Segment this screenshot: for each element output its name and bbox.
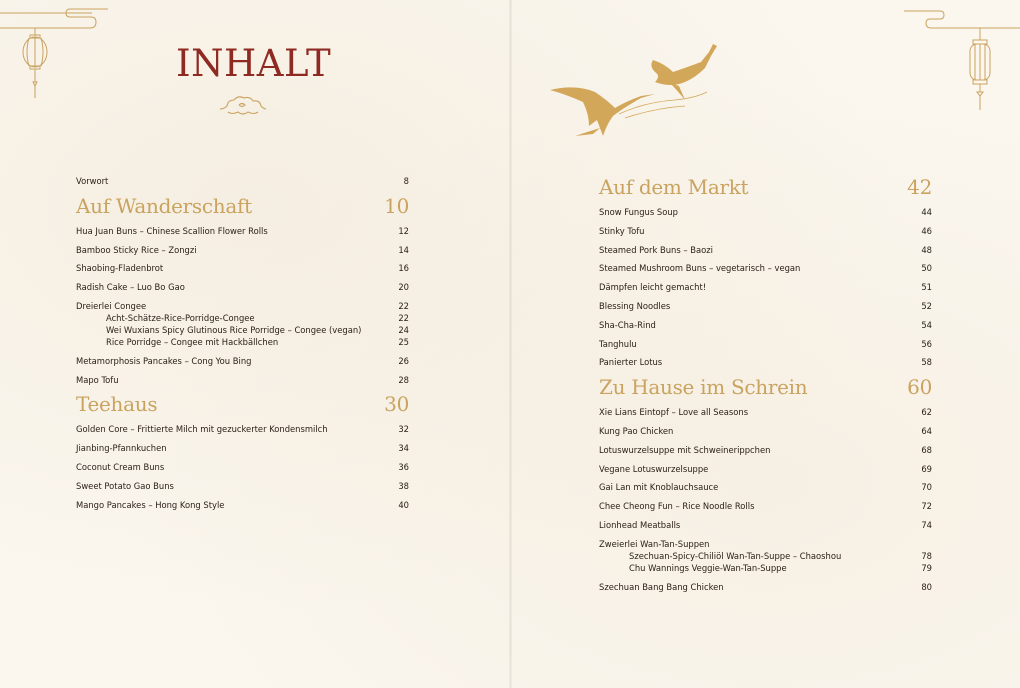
toc-entry[interactable] bbox=[76, 355, 409, 367]
toc-entry-label: Blessing Noodles bbox=[599, 300, 671, 311]
toc-entry-label: Coconut Cream Buns bbox=[76, 461, 165, 472]
toc-entry[interactable] bbox=[599, 338, 932, 350]
toc-left-column bbox=[76, 175, 409, 517]
toc-entry-page: 40 bbox=[398, 499, 409, 510]
toc-entry-page: 74 bbox=[921, 519, 932, 530]
toc-entry[interactable] bbox=[76, 300, 409, 312]
toc-entry[interactable] bbox=[76, 423, 409, 435]
toc-entry[interactable] bbox=[599, 481, 932, 493]
toc-entry-label: Shaobing-Fladenbrot bbox=[76, 263, 164, 274]
toc-entry-page: 22 bbox=[398, 300, 409, 311]
toc-entry-page: 79 bbox=[921, 562, 932, 573]
section-title: Zu Hause im Schrein bbox=[599, 375, 808, 400]
toc-entry-label: Snow Fungus Soup bbox=[599, 207, 678, 217]
toc-entry-label: Metamorphosis Pancakes – Cong You Bing bbox=[76, 355, 252, 366]
section-heading[interactable] bbox=[76, 392, 409, 416]
toc-entry-page: 26 bbox=[398, 355, 409, 366]
toc-entry-page: 34 bbox=[398, 443, 409, 454]
section-page: 10 bbox=[384, 193, 409, 218]
toc-entry-page: 51 bbox=[921, 282, 932, 293]
toc-entry-label: Dreierlei Congee bbox=[76, 300, 147, 311]
section-title: Auf Wanderschaft bbox=[76, 193, 252, 218]
toc-entry-page: 78 bbox=[921, 550, 932, 561]
toc-entry-label: Acht-Schätze-Rice-Porridge-Congee bbox=[106, 312, 255, 323]
toc-entry[interactable] bbox=[599, 463, 932, 475]
toc-entry[interactable] bbox=[599, 206, 932, 218]
toc-entry[interactable] bbox=[599, 356, 932, 368]
toc-subentries bbox=[76, 312, 409, 348]
toc-entry[interactable] bbox=[599, 281, 932, 293]
toc-entry-label: Wei Wuxians Spicy Glutinous Rice Porridge – Congee (vegan) bbox=[106, 324, 362, 335]
toc-entry[interactable] bbox=[599, 500, 932, 512]
toc-entry-page: 48 bbox=[921, 244, 932, 255]
toc-entry[interactable] bbox=[599, 406, 932, 418]
toc-entry-label: Lotuswurzelsuppe mit Schweinerippchen bbox=[599, 444, 771, 455]
toc-entry[interactable] bbox=[599, 244, 932, 256]
toc-entry-label: Dämpfen leicht gemacht! bbox=[599, 282, 707, 293]
toc-entry-label: Sweet Potato Gao Buns bbox=[76, 480, 174, 491]
toc-subentry[interactable] bbox=[629, 562, 932, 574]
toc-entry[interactable] bbox=[76, 175, 409, 187]
toc-entry[interactable] bbox=[76, 442, 409, 454]
toc-entry[interactable] bbox=[76, 244, 409, 256]
page-title: INHALT bbox=[176, 42, 332, 85]
toc-entry-page: 22 bbox=[398, 312, 409, 323]
toc-entry-page: 64 bbox=[921, 425, 932, 436]
toc-entry-page: 25 bbox=[398, 336, 409, 347]
toc-entry-page: 46 bbox=[921, 225, 932, 236]
toc-subentry[interactable] bbox=[629, 550, 932, 562]
toc-entry-label: Panierter Lotus bbox=[599, 357, 663, 368]
toc-entry-page: 32 bbox=[398, 424, 409, 435]
toc-entry-label: Szechuan Bang Bang Chicken bbox=[599, 581, 724, 592]
toc-entry[interactable] bbox=[599, 319, 932, 331]
toc-entry[interactable] bbox=[599, 225, 932, 237]
toc-entry-page: 36 bbox=[398, 461, 409, 472]
toc-entry-label: Sha-Cha-Rind bbox=[599, 319, 656, 330]
toc-entry[interactable] bbox=[599, 300, 932, 312]
toc-subentries bbox=[599, 550, 932, 574]
toc-entry[interactable] bbox=[599, 425, 932, 437]
toc-entry[interactable] bbox=[599, 444, 932, 456]
cloud-icon bbox=[218, 95, 268, 117]
toc-entry-label: Stinky Tofu bbox=[599, 225, 645, 236]
section-heading[interactable] bbox=[76, 194, 409, 218]
toc-entry[interactable] bbox=[76, 480, 409, 492]
toc-entry-page: 70 bbox=[921, 482, 932, 493]
section-page: 30 bbox=[384, 392, 409, 417]
toc-entry-page: 12 bbox=[398, 225, 409, 236]
toc-entry-label: Lionhead Meatballs bbox=[599, 519, 681, 530]
toc-entry[interactable] bbox=[76, 281, 409, 293]
toc-entry[interactable] bbox=[599, 538, 932, 550]
toc-entry-page: 80 bbox=[921, 581, 932, 592]
lantern-icon bbox=[900, 0, 1020, 112]
toc-entry-label: Hua Juan Buns – Chinese Scallion Flower Rolls bbox=[76, 225, 268, 236]
lantern-icon bbox=[0, 0, 112, 104]
toc-entry[interactable] bbox=[76, 262, 409, 274]
toc-entry-page: 58 bbox=[921, 357, 932, 368]
toc-subentry[interactable] bbox=[106, 324, 409, 336]
toc-entry-page: 16 bbox=[398, 263, 409, 274]
toc-entry[interactable] bbox=[599, 519, 932, 531]
toc-entry-page: 38 bbox=[398, 480, 409, 491]
toc-right-column bbox=[599, 175, 932, 599]
toc-entry-page: 56 bbox=[921, 338, 932, 349]
toc-entry-label: Steamed Pork Buns – Baozi bbox=[599, 244, 713, 255]
book-gutter bbox=[509, 0, 512, 688]
section-heading[interactable] bbox=[599, 375, 932, 399]
toc-entry-page: 28 bbox=[398, 374, 409, 385]
toc-entry-page: 62 bbox=[921, 407, 932, 418]
toc-entry-page: 72 bbox=[921, 501, 932, 512]
toc-entry-page: 14 bbox=[398, 244, 409, 255]
toc-entry-label: Kung Pao Chicken bbox=[599, 425, 674, 436]
toc-entry[interactable] bbox=[76, 225, 409, 237]
toc-entry-page: 8 bbox=[403, 176, 409, 186]
toc-entry[interactable] bbox=[76, 374, 409, 386]
section-title: Auf dem Markt bbox=[599, 175, 749, 199]
section-heading[interactable] bbox=[599, 175, 932, 199]
toc-entry-label: Mapo Tofu bbox=[76, 374, 119, 385]
toc-entry-page: 54 bbox=[921, 319, 932, 330]
toc-entry-page: 24 bbox=[398, 324, 409, 335]
section-title: Teehaus bbox=[76, 392, 158, 417]
toc-entry-label: Radish Cake – Luo Bo Gao bbox=[76, 282, 185, 293]
toc-entry-label: Szechuan-Spicy-Chiliöl Wan-Tan-Suppe – Chaoshou bbox=[629, 550, 842, 561]
toc-entry[interactable] bbox=[599, 262, 932, 274]
toc-entry-label: Xie Lians Eintopf – Love all Seasons bbox=[599, 407, 749, 418]
section-page: 60 bbox=[907, 375, 932, 400]
toc-entry-page: 20 bbox=[398, 282, 409, 293]
toc-entry-page: 69 bbox=[921, 463, 932, 474]
toc-entry-label: Mango Pancakes – Hong Kong Style bbox=[76, 499, 225, 510]
toc-entry-label: Chu Wannings Veggie-Wan-Tan-Suppe bbox=[629, 562, 787, 573]
toc-entry-label: Zweierlei Wan-Tan-Suppen bbox=[599, 538, 710, 549]
toc-entry-label: Jianbing-Pfannkuchen bbox=[76, 443, 167, 454]
toc-entry[interactable] bbox=[599, 581, 932, 593]
toc-entry[interactable] bbox=[76, 461, 409, 473]
toc-entry-label: Rice Porridge – Congee mit Hackbällchen bbox=[106, 336, 279, 347]
toc-entry-page: 50 bbox=[921, 263, 932, 274]
section-page: 42 bbox=[907, 175, 932, 199]
toc-entry-label: Chee Cheong Fun – Rice Noodle Rolls bbox=[599, 501, 755, 512]
toc-entry-page: 68 bbox=[921, 444, 932, 455]
toc-entry-page: 52 bbox=[921, 300, 932, 311]
toc-entry-label: Steamed Mushroom Buns – vegetarisch – vegan bbox=[599, 263, 801, 274]
toc-entry-label: Bamboo Sticky Rice – Zongzi bbox=[76, 244, 197, 255]
crane-icon bbox=[545, 42, 730, 142]
toc-entry[interactable] bbox=[76, 499, 409, 511]
toc-entry-label: Tanghulu bbox=[599, 338, 637, 349]
toc-entry-page: 44 bbox=[921, 207, 932, 217]
toc-entry-label: Vegane Lotuswurzelsuppe bbox=[599, 463, 709, 474]
toc-subentry[interactable] bbox=[106, 336, 409, 348]
toc-subentry[interactable] bbox=[106, 312, 409, 324]
toc-entry-label: Vorwort bbox=[76, 176, 109, 186]
toc-entry-label: Gai Lan mit Knoblauchsauce bbox=[599, 482, 719, 493]
toc-entry-label: Golden Core – Frittierte Milch mit gezuckerter Kondensmilch bbox=[76, 424, 328, 435]
